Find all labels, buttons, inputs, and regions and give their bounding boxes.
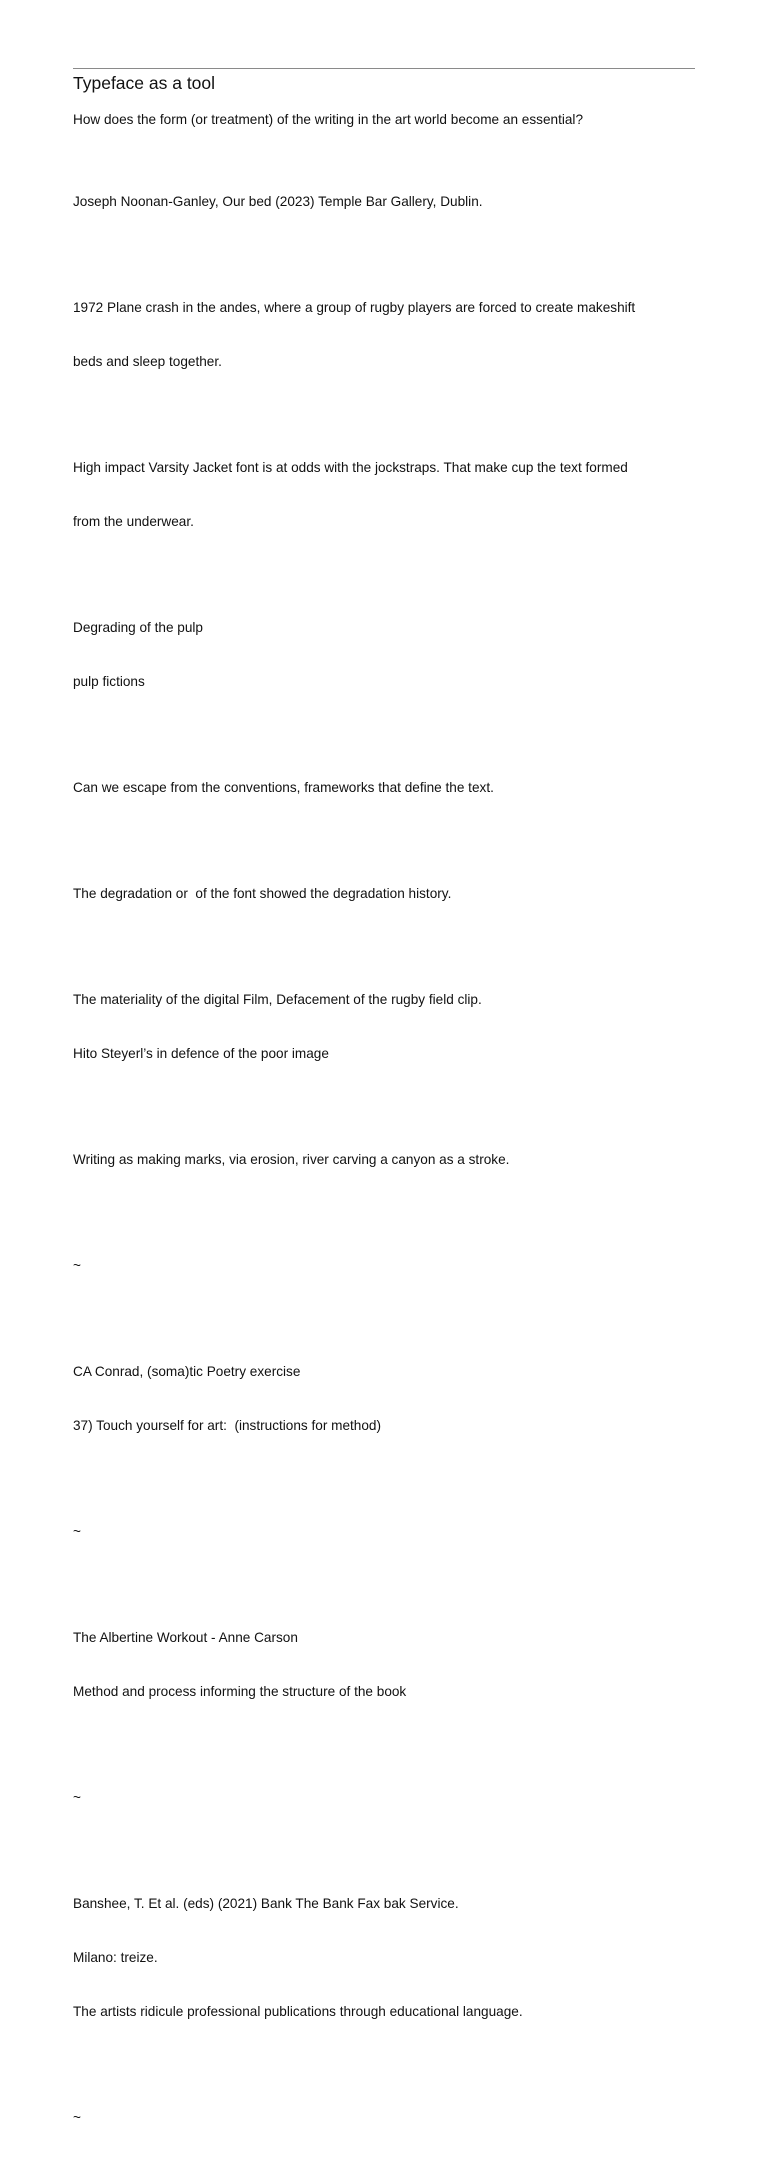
tilde-separator bbox=[73, 2073, 683, 2163]
tilde-separator bbox=[73, 1221, 683, 1311]
text-line: pulp fictions bbox=[73, 674, 145, 689]
paragraph bbox=[73, 1327, 683, 1471]
text-line: ~ bbox=[73, 1790, 81, 1805]
text-line: from the underwear. bbox=[73, 514, 194, 529]
paragraph bbox=[73, 1593, 683, 1737]
text-line: Writing as making marks, via erosion, river carving a canyon as a stroke. bbox=[73, 1152, 510, 1167]
text-line: The artists ridicule professional publications through educational language. bbox=[73, 2004, 523, 2019]
text-line: Milano: treize. bbox=[73, 1950, 158, 1965]
text-line: High impact Varsity Jacket font is at odds with the jockstraps. That make cup the text formed bbox=[73, 460, 628, 475]
document-body bbox=[73, 111, 683, 2179]
text-line: 1972 Plane crash in the andes, where a group of rugby players are forced to create makeshift bbox=[73, 300, 636, 315]
paragraph bbox=[73, 1115, 683, 1205]
text-line: The degradation or of the font showed the degradation history. bbox=[73, 886, 452, 901]
text-line: Can we escape from the conventions, frameworks that define the text. bbox=[73, 780, 494, 795]
tilde-separator bbox=[73, 1753, 683, 1843]
paragraph bbox=[73, 955, 683, 1099]
text-line: beds and sleep together. bbox=[73, 354, 222, 369]
paragraph bbox=[73, 157, 683, 247]
page-title: Typeface as a tool bbox=[73, 73, 216, 93]
text-line: The materiality of the digital Film, Defacement of the rugby field clip. bbox=[73, 992, 482, 1007]
guiding-question: How does the form (or treatment) of the writing in the art world become an essential? bbox=[73, 112, 584, 127]
text-line: CA Conrad, (soma)tic Poetry exercise bbox=[73, 1364, 301, 1379]
text-line: 37) Touch yourself for art: (instructions for method) bbox=[73, 1418, 382, 1433]
paragraph bbox=[73, 423, 683, 567]
paragraph bbox=[73, 849, 683, 939]
text-line: ~ bbox=[73, 2110, 81, 2125]
text-line: Method and process informing the structure of the book bbox=[73, 1684, 407, 1699]
paragraph bbox=[73, 1859, 683, 2057]
paragraph bbox=[73, 263, 683, 407]
text-line: Joseph Noonan-Ganley, Our bed (2023) Temple Bar Gallery, Dublin. bbox=[73, 194, 483, 209]
text-line: Hito Steyerl’s in defence of the poor image bbox=[73, 1046, 329, 1061]
text-line: Banshee, T. Et al. (eds) (2021) Bank The Bank Fax bak Service. bbox=[73, 1896, 459, 1911]
paragraph bbox=[73, 743, 683, 833]
tilde-separator bbox=[73, 1487, 683, 1577]
text-line: Degrading of the pulp bbox=[73, 620, 203, 635]
text-line: ~ bbox=[73, 1258, 81, 1273]
text-line: The Albertine Workout - Anne Carson bbox=[73, 1630, 298, 1645]
paragraph bbox=[73, 583, 683, 727]
text-line: ~ bbox=[73, 1524, 81, 1539]
top-divider bbox=[73, 68, 695, 69]
